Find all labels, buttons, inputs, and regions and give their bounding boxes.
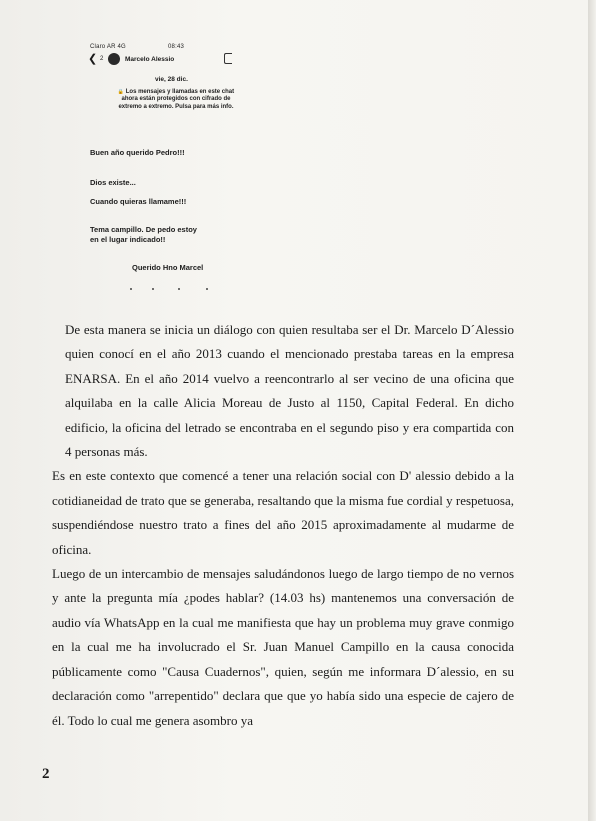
page-edge-shadow	[588, 0, 596, 821]
call-icon[interactable]	[224, 53, 232, 64]
back-arrow-icon[interactable]: ❮	[88, 53, 98, 65]
chat-message: Buen año querido Pedro!!!	[90, 148, 185, 157]
encryption-notice[interactable]	[112, 89, 240, 111]
paragraph: De esta manera se inicia un diálogo con quien resultaba ser el Dr. Marcelo D´Alessio quien conocí en el año 2013 cuando el mencionado prestaba tareas en la empresa ENARSA. En el año 2014 vuelvo a reencontrarlo al ser vecino de una oficina que alquilaba en la calle Alicia Moreau de Justo al 1150, Capital Federal. En dicho edificio, la oficina del letrado se encontraba en el segundo piso y era compartida con 4 personas más.	[65, 322, 514, 460]
chat-message: Querido Hno Marcel	[132, 263, 204, 272]
clock: 08:43	[168, 44, 185, 50]
chat-message: Tema campillo. De pedo estoy en el lugar indicado!!	[90, 225, 197, 244]
chat-header	[88, 53, 238, 69]
lock-icon: 🔒	[117, 89, 125, 95]
document-body	[52, 318, 514, 733]
scroll-dots	[130, 288, 210, 294]
encryption-notice-text: Los mensajes y llamadas en este chat ahora están protegidos con cifrado de extremo a extremo. Pulsa para más info.	[118, 89, 235, 110]
paragraph: Es en este contexto que comencé a tener una relación social con D' alessio debido a la cotidianeidad de trato que se generaba, resaltando que la misma fue cordial y respetuosa, suspendiéndose nuestro trato a fines del año 2015 aproximadamente al mudarme de oficina.	[52, 468, 514, 557]
date-separator: vie, 28 dic.	[155, 76, 188, 83]
page-number: 2	[42, 766, 50, 782]
chat-message: Dios existe...	[90, 178, 136, 187]
contact-name[interactable]: Marcelo Alessio	[125, 56, 175, 63]
whatsapp-screenshot	[0, 0, 596, 300]
carrier-label: Claro AR 4G	[90, 44, 126, 50]
chat-message: Cuando quieras llamame!!!	[90, 197, 187, 206]
unread-count: 2	[100, 56, 104, 62]
avatar[interactable]	[108, 53, 120, 65]
paragraph: Luego de un intercambio de mensajes saludándonos luego de largo tiempo de no vernos y ante la pregunta mía ¿podes hablar? (14.03 hs) mantenemos una conversación de audio vía WhatsApp en la cual me manifiesta que hay un problema muy grave conmigo en la cual me ha involucrado el Sr. Juan Manuel Campillo en la causa conocida públicamente como "Causa Cuadernos", quien, según me informara D´alessio, en su declaración como "arrepentido" declara que que yo había sido una especie de cajero de él. Todo lo cual me genera asombro ya	[52, 566, 514, 728]
